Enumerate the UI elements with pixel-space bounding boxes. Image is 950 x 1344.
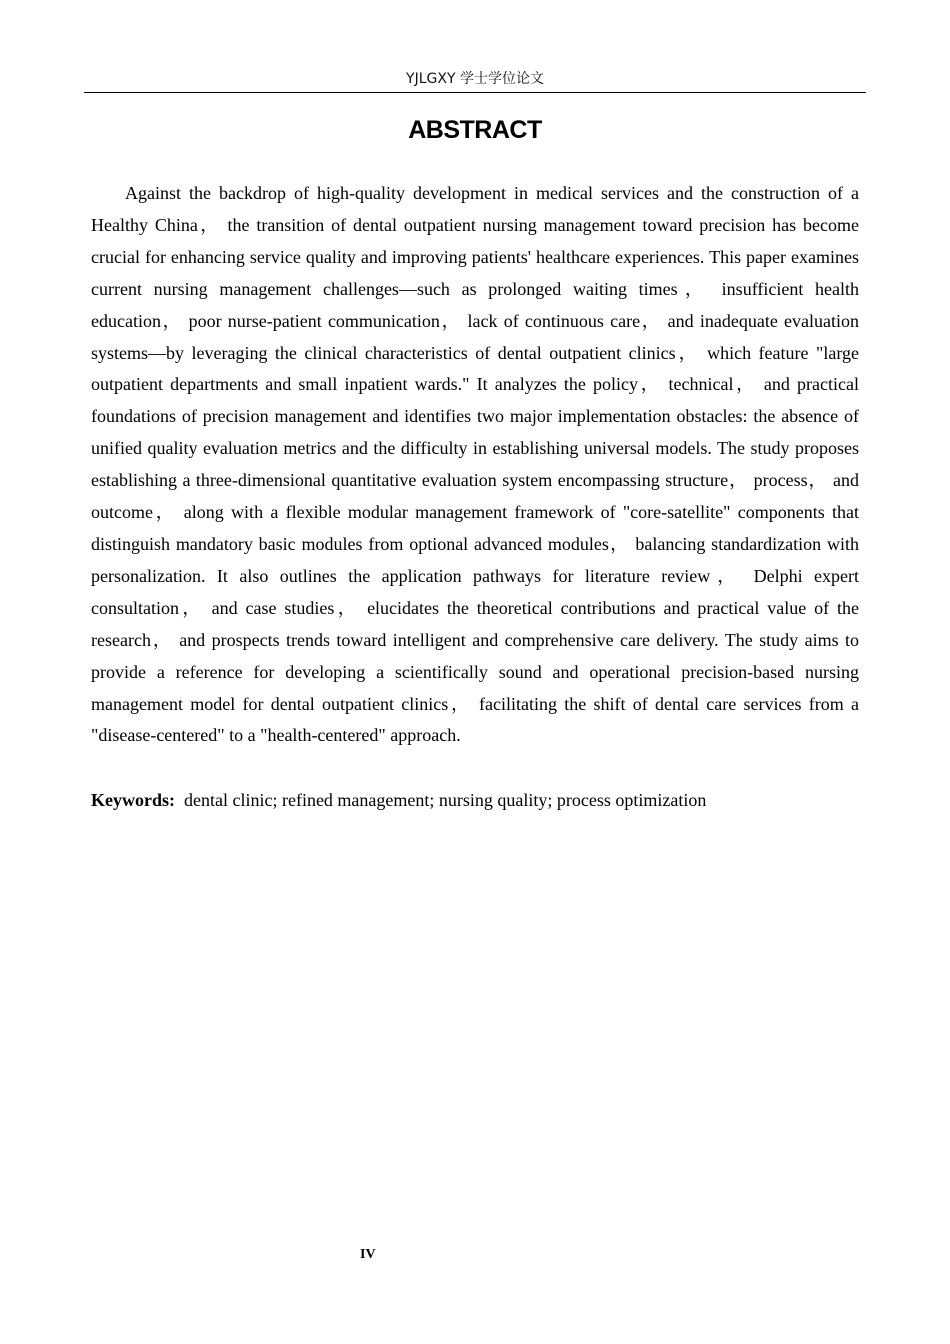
abstract-paragraph: Against the backdrop of high-quality development in medical services and the construction of a Healthy China， the transition of dental outpatient nursing management toward precision has become crucial for enhancing service quality and improving patients' healthcare experiences. This paper examines current nursing management challenges—such as prolonged waiting times， insufficient health education， poor nurse-patient communication， lack of continuous care， and inadequate evaluation systems—by leveraging the clinical characteristics of dental outpatient clinics， which feature "large outpatient departments and small inpatient wards." It analyzes the policy， technical， and practical foundations of precision management and identifies two major implementation obstacles: the absence of unified quality evaluation metrics and the difficulty in establishing universal models. The study proposes establishing a three-dimensional quantitative evaluation system encompassing structure， process， and outcome， along with a flexible modular management framework of "core-satellite" components that distinguish mandatory basic modules from optional advanced modules， balancing standardization with personalization. It also outlines the application pathways for literature review， Delphi expert consultation， and case studies， elucidates the theoretical contributions and practical value of the research， and prospects trends toward intelligent and comprehensive care delivery. The study aims to provide a reference for developing a scientifically sound and operational precision-based nursing management model for dental outpatient clinics， facilitating the shift of dental care services from a "disease-centered" to a "health-centered" approach. [91,183,859,746]
keywords-line [91,784,859,816]
header-text: YJLGXY 学士学位论文 [406,71,544,87]
keywords-label: Keywords: [91,790,175,810]
keywords-value: dental clinic; refined management; nursing quality; process optimization [184,790,707,810]
abstract-title: ABSTRACT [408,116,542,144]
page-number: IV [360,1247,376,1262]
page-header [84,66,866,93]
